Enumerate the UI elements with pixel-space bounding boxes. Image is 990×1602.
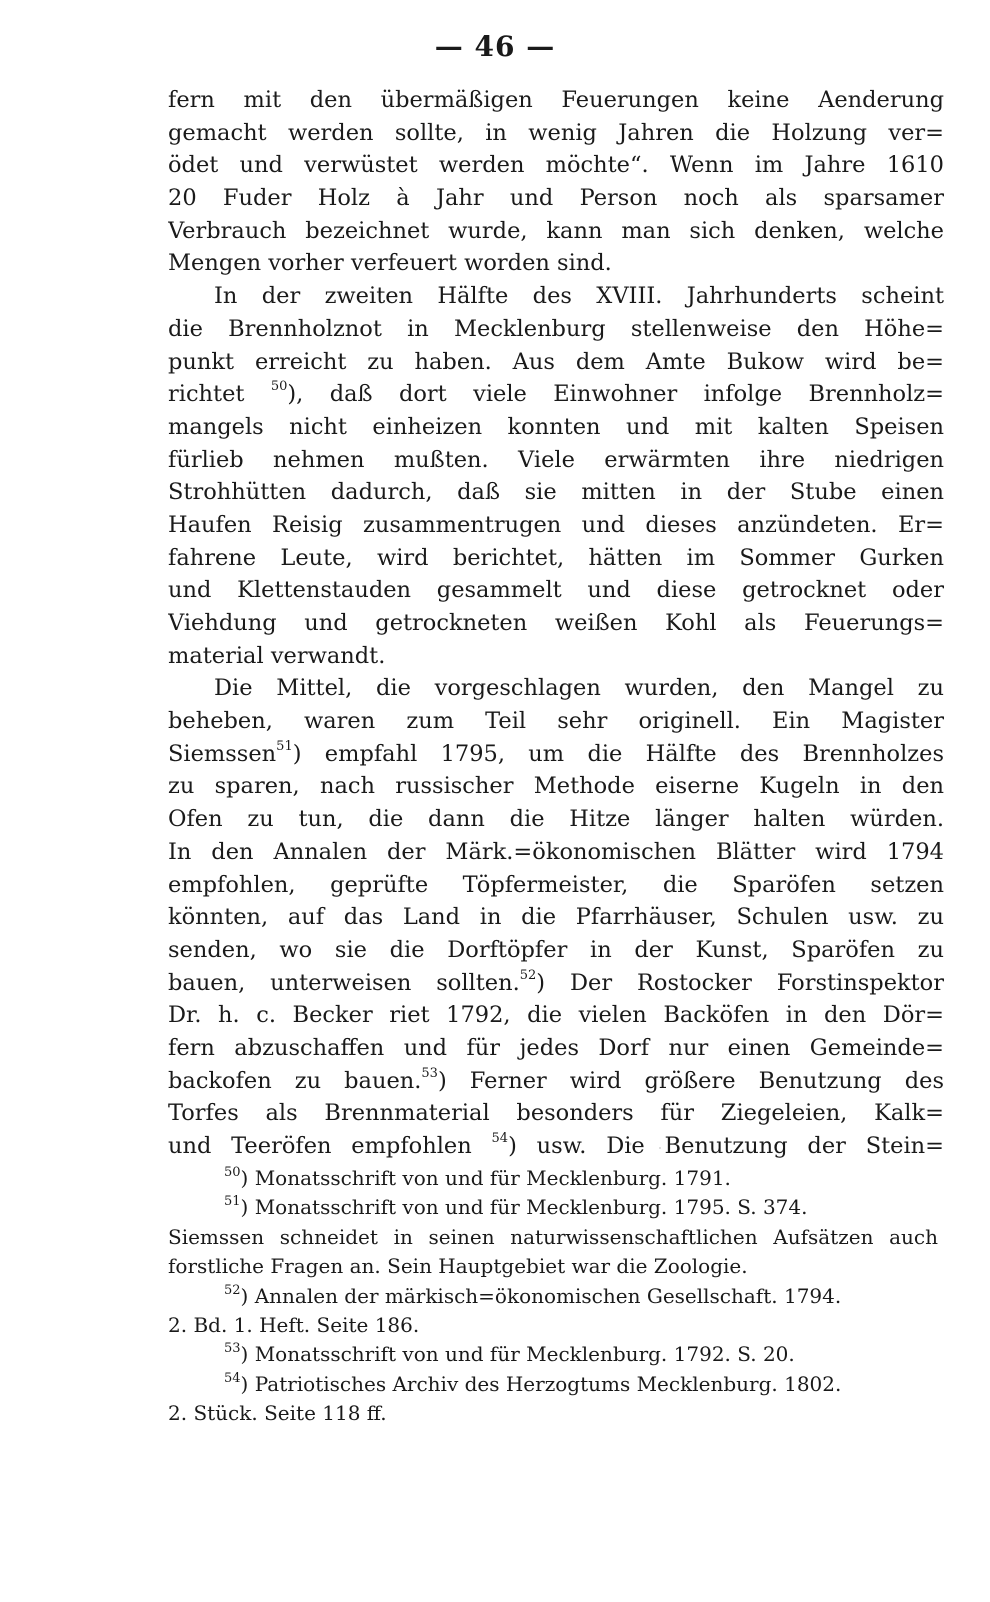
footnote-number: 50 bbox=[224, 1165, 241, 1180]
text-line: mangels nicht einheizen konnten und mit kalten Speisen bbox=[168, 413, 944, 440]
text-line bbox=[168, 967, 944, 1000]
text-line: fern abzuschaffen und für jedes Dorf nur einen Gemeinde= bbox=[168, 1034, 944, 1061]
text-line: Ofen zu tun, die dann die Hitze länger halten würden. bbox=[168, 806, 944, 833]
text-fragment: ) usw. Die Benutzung der Stein= bbox=[508, 1133, 944, 1159]
footnote-52-cont: 2. Bd. 1. Heft. Seite 186. bbox=[168, 1312, 420, 1337]
page-number: — 46 — bbox=[434, 30, 556, 63]
text-line: Verbrauch bezeichnet wurde, kann man sich denken, welche bbox=[168, 217, 944, 244]
text-line: zu sparen, nach russischer Methode eiserne Kugeln in den bbox=[168, 773, 944, 800]
text-line: gemacht werden sollte, in wenig Jahren die Holzung ver= bbox=[168, 119, 944, 146]
text-line: senden, wo sie die Dorftöpfer in der Kunst, Sparöfen zu bbox=[168, 936, 944, 963]
footnote-50 bbox=[168, 1164, 938, 1193]
text-fragment: richtet bbox=[168, 381, 245, 408]
footnote-54 bbox=[168, 1370, 938, 1399]
text-fragment: und Teeröfen empfohlen bbox=[168, 1133, 472, 1159]
text-line: fürlieb nehmen mußten. Viele erwärmten ihre niedrigen bbox=[168, 446, 944, 473]
footnote-51-cont: Siemssen schneidet in seinen naturwissenschaftlichen Aufsätzen auch bbox=[168, 1224, 938, 1249]
text-fragment: ) Der Rostocker Forstinspektor bbox=[536, 969, 944, 996]
body-text bbox=[168, 84, 944, 1163]
print-speckle-decoration bbox=[620, 1136, 900, 1156]
text-line: In den Annalen der Märk.=ökonomischen Blätter wird 1794 bbox=[168, 838, 944, 865]
text-line: In der zweiten Hälfte des XVIII. Jahrhunderts scheint bbox=[214, 283, 944, 310]
text-line: Die Mittel, die vorgeschlagen wurden, den Mangel zu bbox=[214, 675, 944, 702]
footnote-number: 51 bbox=[224, 1194, 241, 1210]
text-line: fern mit den übermäßigen Feuerungen keine Aenderung bbox=[168, 87, 944, 113]
footnote-text: ) Monatsschrift von und für Mecklenburg. 1792. S. 20. bbox=[240, 1342, 795, 1367]
footnote-text: ) Monatsschrift von und für Mecklenburg. 1791. bbox=[240, 1166, 731, 1190]
text-line: Haufen Reisig zusammentrugen und dieses anzündeten. Er= bbox=[168, 511, 944, 538]
footnote-number: 53 bbox=[224, 1341, 241, 1357]
text-fragment: ), daß dort viele Einwohner infolge Brennholz= bbox=[287, 381, 944, 408]
text-line: ödet und verwüstet werden möchte“. Wenn im Jahre 1610 bbox=[168, 152, 944, 179]
text-fragment: Siemssen bbox=[168, 740, 277, 767]
text-line: Strohhütten dadurch, daß sie mitten in der Stube einen bbox=[168, 479, 944, 506]
footnote-51-cont: forstliche Fragen an. Sein Hauptgebiet war die Zoologie. bbox=[168, 1254, 748, 1279]
footnote-54-cont: 2. Stück. Seite 118 ff. bbox=[168, 1401, 387, 1426]
footnotes bbox=[168, 1164, 938, 1429]
footnote-text: ) Annalen der märkisch=ökonomischen Gesellschaft. 1794. bbox=[240, 1283, 842, 1308]
text-line: die Brennholznot in Mecklenburg stellenweise den Höhe= bbox=[168, 315, 944, 342]
text-line: material verwandt. bbox=[168, 642, 386, 669]
footnote-text: ) Patriotisches Archiv des Herzogtums Mecklenburg. 1802. bbox=[240, 1371, 842, 1396]
text-fragment: ) Ferner wird größere Benutzung des bbox=[437, 1067, 944, 1094]
text-line bbox=[168, 738, 944, 771]
text-line: 20 Fuder Holz à Jahr und Person noch als sparsamer bbox=[168, 185, 944, 212]
footnote-number: 52 bbox=[224, 1282, 241, 1298]
text-line: punkt erreicht zu haben. Aus dem Amte Bukow wird be= bbox=[168, 348, 944, 375]
text-fragment: bauen, unterweisen sollten. bbox=[168, 969, 520, 996]
text-line: Viehdung und getrockneten weißen Kohl als Feuerungs= bbox=[168, 610, 944, 636]
footnote-52 bbox=[168, 1282, 938, 1311]
footnote-marker: 51 bbox=[276, 738, 293, 754]
footnote-marker: 50 bbox=[270, 379, 288, 395]
text-line bbox=[168, 378, 944, 411]
text-line bbox=[168, 1065, 944, 1098]
text-fragment: backofen zu bauen. bbox=[168, 1067, 422, 1094]
text-line: Mengen vorher verfeuert worden sind. bbox=[168, 250, 612, 277]
footnote-text: ) Monatsschrift von und für Mecklenburg. 1795. S. 374. bbox=[240, 1195, 808, 1220]
text-line: und Klettenstauden gesammelt und diese getrocknet oder bbox=[168, 577, 944, 604]
footnote-marker: 53 bbox=[421, 1065, 438, 1081]
text-line: beheben, waren zum Teil sehr originell. Ein Magister bbox=[168, 708, 944, 735]
footnote-marker: 54 bbox=[491, 1131, 509, 1146]
footnote-53 bbox=[168, 1340, 938, 1369]
text-line: könnten, auf das Land in die Pfarrhäuser, Schulen usw. zu bbox=[168, 904, 944, 931]
text-line: empfohlen, geprüfte Töpfermeister, die Sparöfen setzen bbox=[168, 871, 944, 898]
footnote-marker: 52 bbox=[519, 967, 537, 983]
footnote-51 bbox=[168, 1193, 938, 1222]
text-line: Dr. h. c. Becker riet 1792, die vielen Backöfen in den Dör= bbox=[168, 1002, 944, 1029]
text-line: Torfes als Brennmaterial besonders für Ziegeleien, Kalk= bbox=[168, 1100, 944, 1127]
text-fragment: ) empfahl 1795, um die Hälfte des Brennholzes bbox=[292, 740, 944, 767]
footnote-number: 54 bbox=[224, 1370, 241, 1386]
text-line: fahrene Leute, wird berichtet, hätten im Sommer Gurken bbox=[168, 544, 944, 571]
